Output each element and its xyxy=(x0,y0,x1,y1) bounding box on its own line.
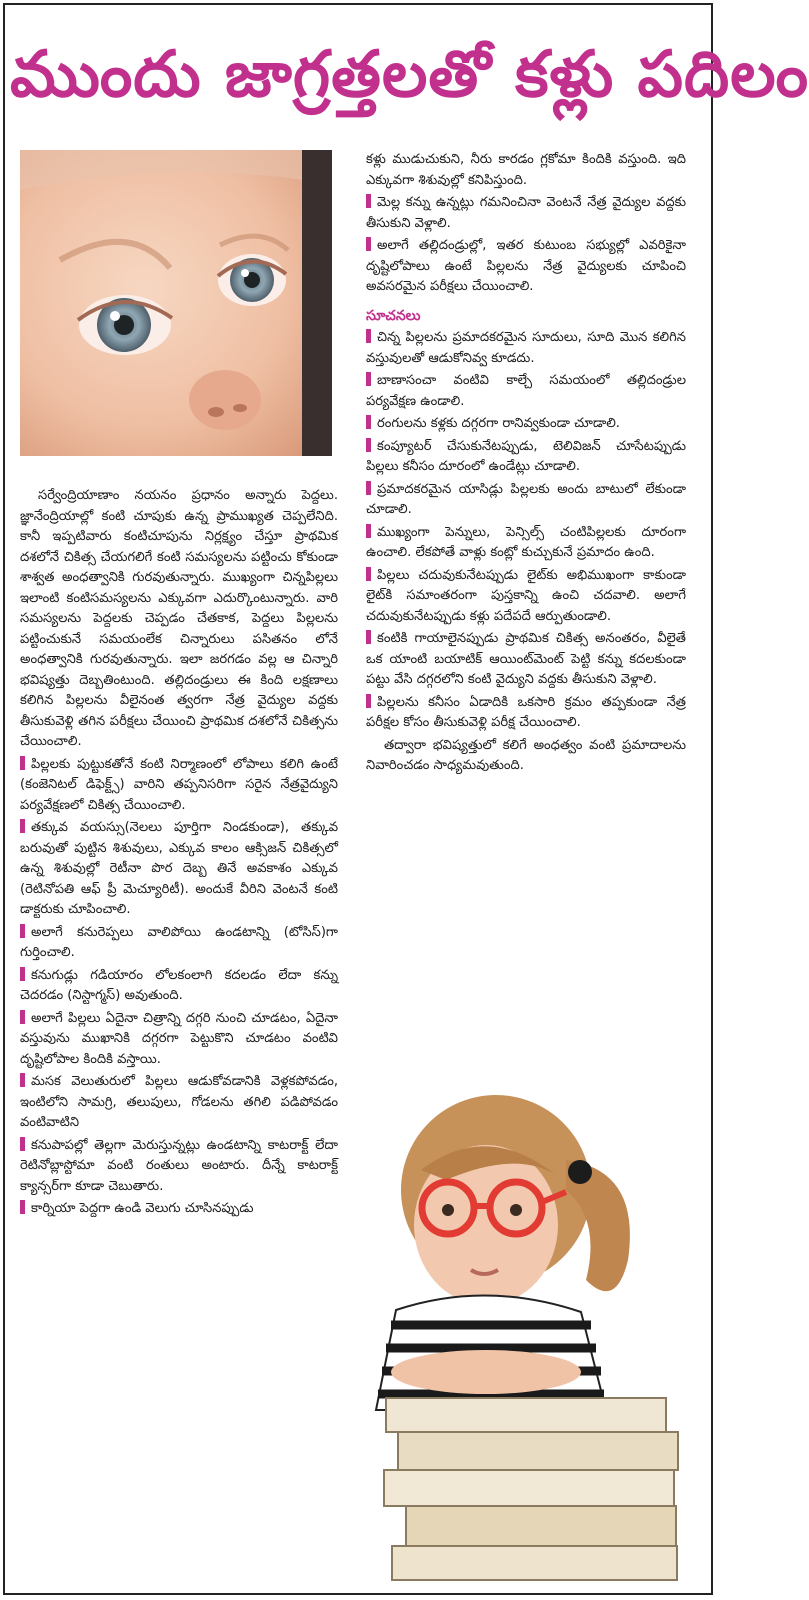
bullet-bar xyxy=(366,567,371,581)
symptom-text: అలాగే పిల్లలు ఏదైనా చిత్రాన్ని దగ్గరి నుంచి చూడటం, ఏదైనా వస్తువును ముఖానికి దగ్గరగా పెట్టుకొని చూడటం వంటివి దృష్టిలోపాల కిందికి వస్తాయి. xyxy=(20,1010,338,1067)
tip-text: రంగులను కళ్లకు దగ్గరగా రానివ్వకుండా చూడాలి. xyxy=(377,416,620,431)
baby-face-photo xyxy=(20,150,332,456)
tip-item xyxy=(366,437,686,478)
symptom-item xyxy=(20,1009,338,1071)
bullet-bar xyxy=(20,819,25,833)
symptom-text: కార్నియా పెద్దగా ఉండి వెలుగు చూసినప్పుడు xyxy=(31,1201,254,1216)
tip-text: కంప్యూటర్ చేసుకునేటప్పుడు, టెలివిజన్ చూసేటప్పుడు పిల్లలు కనీసం దూరంలో ఉండేట్లు చూడాలి. xyxy=(366,438,686,474)
girl-with-glasses-photo xyxy=(366,1080,686,1580)
tip-text: ముఖ్యంగా పెన్నులు, పెన్సిల్స్ చంటిపిల్లలకు దూరంగా ఉంచాలి. లేకపోతే వాళ్లు కంట్లో కుచ్చుకునే ప్రమాదం ఉంది. xyxy=(366,524,686,560)
closing-paragraph: తద్వారా భవిష్యత్తులో కలిగే అంధత్వం వంటి ప్రమాదాలను నివారించడం సాధ్యమవుతుంది. xyxy=(366,737,686,773)
bullet-bar xyxy=(20,967,25,981)
symptom-item xyxy=(20,1072,338,1134)
right-column xyxy=(366,150,686,779)
bullet-bar xyxy=(366,524,371,538)
bullet-bar xyxy=(366,329,371,343)
bullet-bar xyxy=(366,694,371,708)
tip-item xyxy=(366,523,686,564)
symptom-text: మసక వెలుతురులో పిల్లలు ఆడుకోవడానికి వెళ్లకపోవడం, ఇంటిలోని సామగ్రి, తలుపులు, గోడలను తగిలి పడిపోవడం వంటివాటిని xyxy=(20,1074,338,1130)
baby-face-illustration xyxy=(20,150,332,456)
symptom-text: కనుపాపల్లో తెల్లగా మెరుస్తున్నట్లు ఉండటాన్ని కాటరాక్ట్ లేదా రెటినోబ్లాస్టోమా వంటి రంతులు అంటారు. దీన్నే కాటరాక్ట్ క్యాన్సర్‌గా కూడా చెబుతారు. xyxy=(20,1137,338,1194)
bullet-bar xyxy=(20,1200,25,1214)
symptom-item xyxy=(366,193,686,234)
symptom-item xyxy=(366,236,686,298)
headline: ముందు జాగ్రత్తలతో కళ్లు పదిలం xyxy=(10,38,809,112)
tip-item xyxy=(366,629,686,691)
symptom-item xyxy=(20,1199,338,1220)
symptom-item xyxy=(20,818,338,921)
continued-paragraph: కళ్లు ముడుచుకుని, నీరు కారడం గ్లకోమా కిందికి వస్తుంది. ఇది ఎక్కువగా శిశువుల్లో కనిపిస్తుంది. xyxy=(366,152,686,188)
symptom-text: కనుగుడ్లు గడియారం లోలకంలాగి కదలడం లేదా కన్ను చెదరడం (నిస్టాగ్మస్) అవుతుంది. xyxy=(20,967,338,1003)
tip-text: కంటికి గాయాలైనప్పుడు ప్రాథమిక చికిత్స అనంతరం, వీలైతే ఒక యాంటి బయాటిక్ ఆయింట్‌మెంట్ పెట్టి కన్ను కదలకుండా పట్టు వేసి దగ్గరలోని కంటి వైద్యుని వద్దకు తీసుకుని వెళ్లాలి. xyxy=(366,631,686,687)
bullet-bar xyxy=(20,1137,25,1151)
tip-item xyxy=(366,371,686,412)
left-column xyxy=(20,486,338,1222)
bullet-bar xyxy=(366,630,371,644)
girl-illustration xyxy=(366,1080,686,1580)
tip-text: ప్రమాదకరమైన యాసిడ్లు పిల్లలకు అందు బాటులో లేకుండా చూడాలి. xyxy=(366,481,686,517)
tip-item xyxy=(366,328,686,369)
tip-text: చిన్న పిల్లలను ప్రమాదకరమైన సూదులు, సూది మొన కలిగిన వస్తువులతో ఆడుకోనివ్వ కూడదు. xyxy=(366,330,686,366)
bullet-bar xyxy=(366,438,371,452)
bullet-bar xyxy=(20,756,25,770)
symptom-text: అలాగే కనురెప్పలు వాలిపోయి ఉండటాన్ని (టోసిస్)గా గుర్తించాలి. xyxy=(20,924,338,960)
tip-text: పిల్లలు చదువుకునేటప్పుడు లైట్‌కు అభిముఖంగా కాకుండా లైట్‌కి సమాంతరంగా పుస్తకాన్ని ఉంచి చదవాలి. అలాగే చదువుకునేటప్పుడు కళ్లు పదేపదే ఆర్పుతుండాలి. xyxy=(366,567,686,624)
symptom-text: అలాగే తల్లిదండ్రుల్లో, ఇతర కుటుంబ సభ్యుల్లో ఎవరికైనా దృష్టిలోపాలు ఉంటే పిల్లలను నేత్ర వైద్యులకు చూపించి అవసరమైన పరీక్షలు చేయించాలి. xyxy=(366,238,686,294)
symptom-text: మెల్ల కన్ను ఉన్నట్లు గమనించినా వెంటనే నేత్ర వైద్యుల వద్దకు తీసుకుని వెళ్లాలి. xyxy=(366,195,686,231)
bullet-bar xyxy=(366,194,371,208)
symptom-item xyxy=(20,755,338,817)
tip-item xyxy=(366,414,686,435)
tip-item xyxy=(366,566,686,628)
bullet-bar xyxy=(366,372,371,386)
tips-subheading: సూచనలు xyxy=(366,307,421,324)
bullet-bar xyxy=(366,415,371,429)
intro-paragraph: సర్వేంద్రియాణాం నయనం ప్రధానం అన్నారు పెద్దలు. జ్ఞానేంద్రియాల్లో కంటి చూపుకు ఉన్న ప్రాముఖ్యత చెప్పలేనిది. కానీ ఇప్పటివారు కంటిచూపును నిర్లక్ష్యం చేస్తూ ప్రాథమిక దశలోనే చికిత్స చేయగలిగే కంటి సమస్యలను పట్టించు కోకుండా శాశ్వత అంధత్వానికి గురవుతున్నారు. ముఖ్యంగా చిన్నపిల్లలు ఇలాంటి కంటిసమస్యలను ఎక్కువగా ఎదుర్కొంటున్నారు. వారి సమస్యలను పెద్దలకు చెప్పడం చేతకాక, పెద్దలు పిల్లలను పట్టించుకునే సమయంలేక చిన్నారులు పసితనం లోనే అంధత్వానికి గురవుతున్నారు. ఇలా జరగడం వల్ల ఆ చిన్నారి భవిష్యత్తు దెబ్బతింటుంది. తల్లిదండ్రులు ఈ కింది లక్షణాలు కలిగిన పిల్లలను వీలైనంత త్వరగా నేత్ర వైద్యుల వద్దకు తీసుకువెళ్లి తగిన పరీక్షలు చేయించి ప్రాథమిక దశలోనే చికిత్సను చేయించాలి. xyxy=(20,488,338,749)
bullet-bar xyxy=(20,1073,25,1087)
tip-text: పిల్లలను కనీసం ఏడాదికి ఒకసారి క్రమం తప్పకుండా నేత్ర పరీక్షల కోసం తీసుకువెళ్లి పరీక్ష చేయించాలి. xyxy=(366,694,686,730)
symptom-text: తక్కువ వయస్సు(నెలలు పూర్తిగా నిండకుండా), తక్కువ బరువుతో పుట్టిన శిశువులు, ఎక్కువ కాలం ఆక్సిజన్ చికిత్సలో ఉన్న శిశువుల్లో రెటీనా పొర దెబ్బ తినే అవకాశం ఎక్కువ (రెటినోపతి ఆఫ్ ప్రీ మెచ్యూరిటీ). అందుకే వీరిని వెంటనే కంటి డాక్టరుకు చూపించాలి. xyxy=(20,820,338,917)
symptom-text: పిల్లలకు పుట్టుకతోనే కంటి నిర్మాణంలో లోపాలు కలిగి ఉంటే (కంజెనిటల్ డిఫెక్ట్స్) వారిని తప్పనిసరిగా సరైన నేత్రవైద్యుని పర్యవేక్షణలో చికిత్స చేయించాలి. xyxy=(20,756,338,813)
symptom-item xyxy=(20,923,338,964)
tip-item xyxy=(366,693,686,734)
tip-item xyxy=(366,480,686,521)
bullet-bar xyxy=(20,924,25,938)
symptom-item xyxy=(20,966,338,1007)
symptom-item xyxy=(20,1136,338,1198)
bullet-bar xyxy=(20,1010,25,1024)
bullet-bar xyxy=(366,481,371,495)
bullet-bar xyxy=(366,237,371,251)
tip-text: బాణాసంచా వంటివి కాల్చే సమయంలో తల్లిదండ్రుల పర్యవేక్షణ ఉండాలి. xyxy=(366,373,686,409)
